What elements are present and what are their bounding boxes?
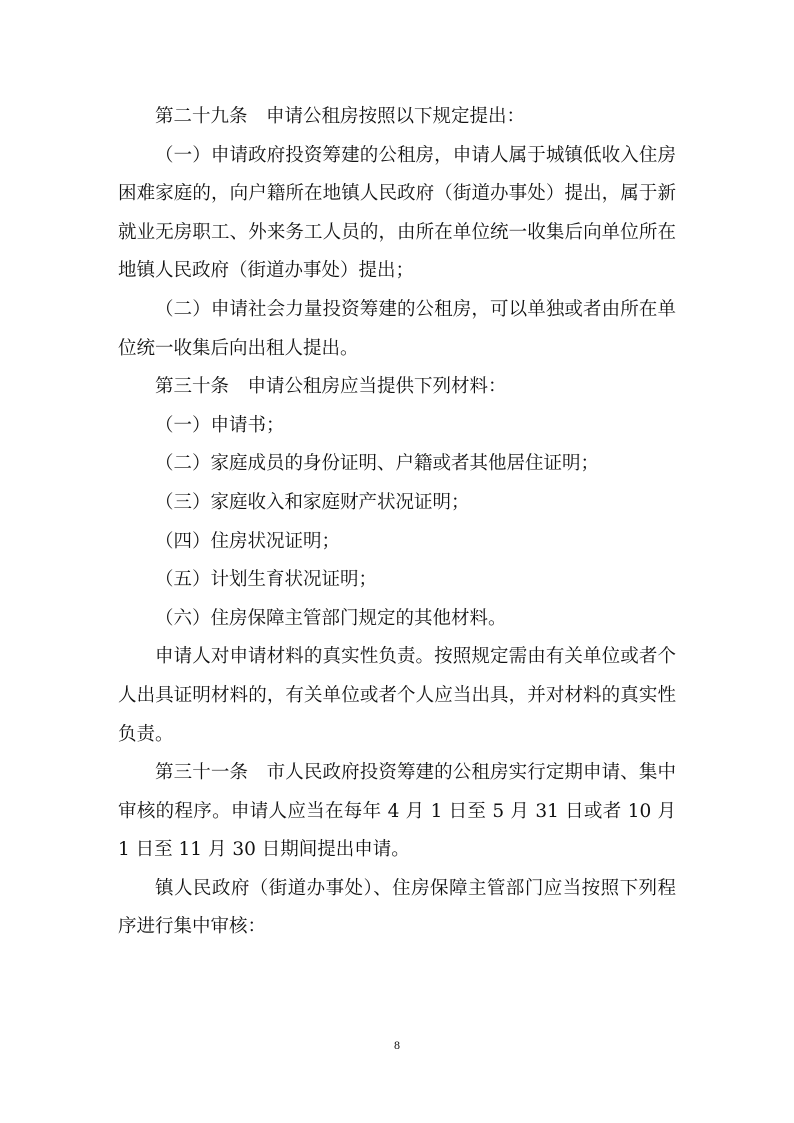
article-29-item-1: （一）申请政府投资筹建的公租房，申请人属于城镇低收入住房困难家庭的，向户籍所在地镇人民政府（街道办事处）提出，属于新就业无房职工、外来务工人员的，由所在单位统一收集后向单位所在地镇人民政府（街道办事处）提出； (118, 144, 676, 282)
page-number: 8 (394, 1038, 400, 1052)
article-31-review-paragraph: 镇人民政府（街道办事处）、住房保障主管部门应当按照下列程序进行集中审核： (118, 877, 676, 938)
article-29-heading: 第二十九条 申请公租房按照以下规定提出： (155, 106, 526, 127)
article-30-item-2: （二）家庭成员的身份证明、户籍或者其他居住证明； (155, 453, 600, 475)
article-31-heading: 第三十一条 市人民政府投资筹建的公租房实行定期申请、集中审核的程序。申请人应当在每年 4 月 1 日至 5 月 31 日或者 10 月 1 日至 11 月 30 日期间提出申请。 (118, 762, 676, 861)
article-30-item-6: （六）住房保障主管部门规定的其他材料。 (155, 607, 507, 629)
article-29-item-2: （二）申请社会力量投资筹建的公租房，可以单独或者由所在单位统一收集后向出租人提出。 (118, 298, 676, 359)
article-30-item-3: （三）家庭收入和家庭财产状况证明； (155, 491, 470, 513)
article-30-item-1: （一）申请书； (155, 414, 285, 436)
article-30-item-4: （四）住房状况证明； (155, 530, 341, 552)
article-30-responsibility-paragraph: 申请人对申请材料的真实性负责。按照规定需由有关单位或者个人出具证明材料的，有关单位或者个人应当出具，并对材料的真实性负责。 (118, 646, 676, 745)
article-30-item-5: （五）计划生育状况证明； (155, 569, 378, 591)
article-30-heading: 第三十条 申请公租房应当提供下列材料： (155, 376, 507, 398)
document-body (118, 98, 676, 947)
